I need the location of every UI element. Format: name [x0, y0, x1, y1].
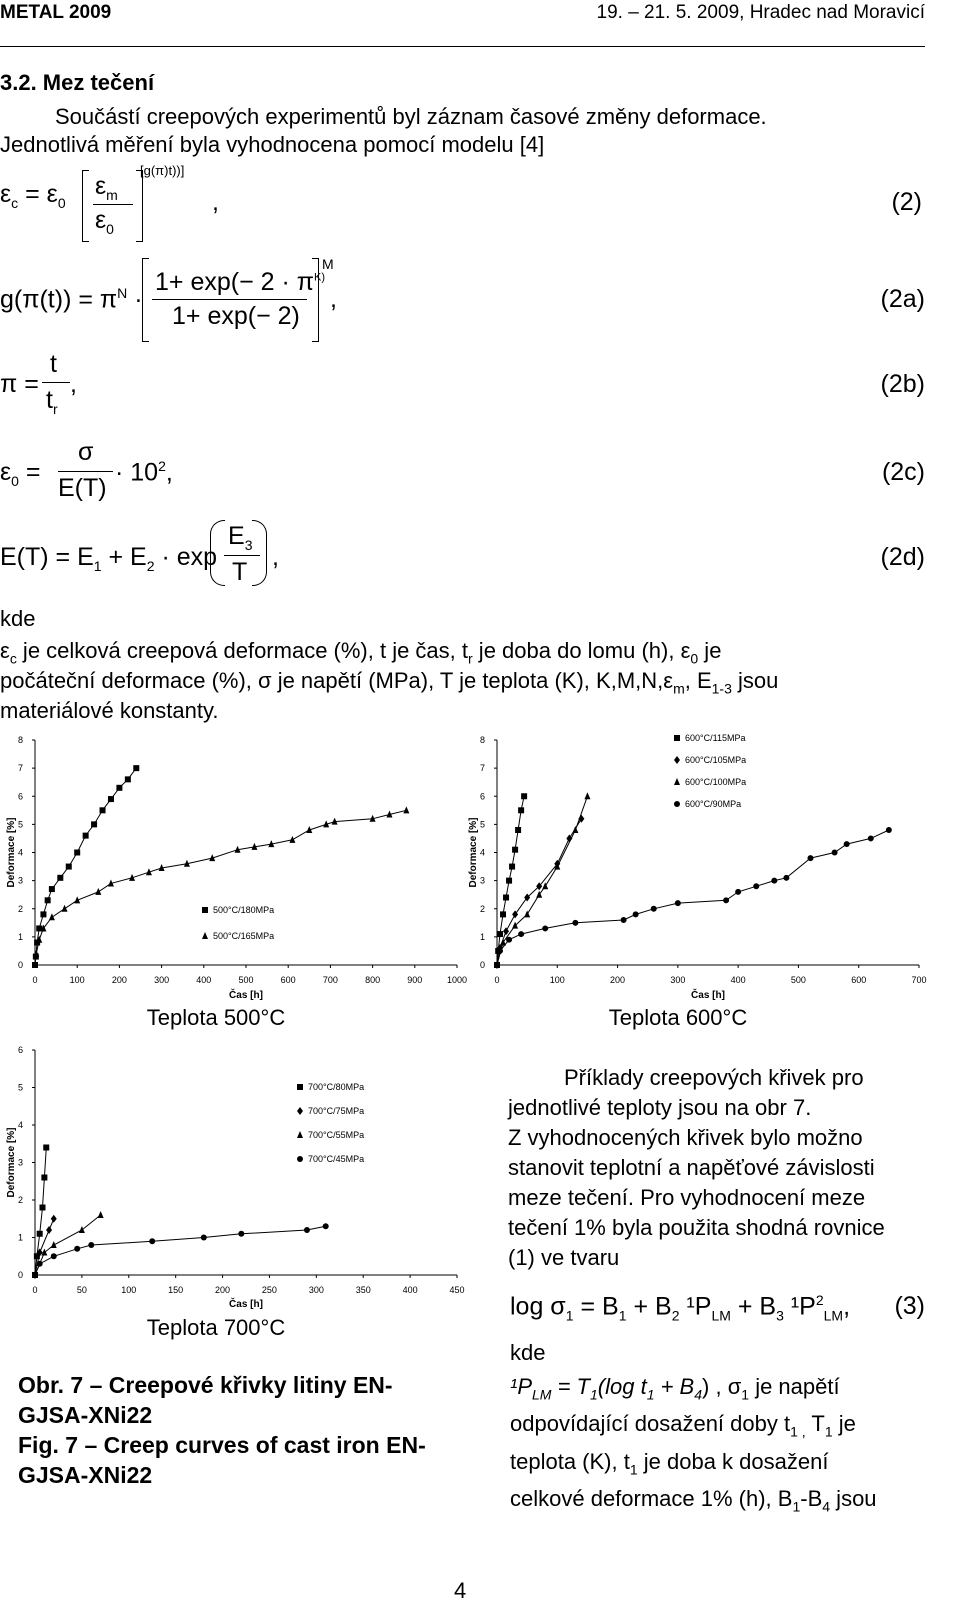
data-point — [83, 833, 89, 839]
legend-label: 600°C/90MPa — [685, 799, 742, 809]
data-point — [45, 897, 51, 903]
y-tick-label: 0 — [479, 960, 485, 970]
right-line-1: Příklady creepových křivek pro — [564, 1065, 864, 1090]
data-point — [886, 827, 892, 833]
data-point — [49, 913, 55, 920]
eq2a-comma: , — [330, 285, 337, 313]
legend-marker — [297, 1156, 303, 1162]
data-point — [584, 792, 590, 799]
eq2b-denominator: $t_r$ — [46, 386, 58, 417]
right-paragraph — [508, 1063, 928, 1273]
y-tick-label: 8 — [17, 735, 23, 745]
intro-line-1: Součástí creepových experimentů byl záznam časové změny deformace. — [55, 104, 767, 129]
x-tick-label: 300 — [308, 1285, 324, 1295]
data-point — [518, 807, 524, 813]
definitions-2 — [510, 1372, 930, 1522]
x-tick-label: 100 — [69, 975, 85, 985]
header-conference: METAL 2009 — [0, 2, 112, 23]
section-title: 3.2. Mez tečení — [0, 70, 155, 95]
data-point — [783, 875, 789, 881]
data-point — [515, 827, 521, 833]
eq2a-denominator: 1+ exp(− 2) — [172, 302, 300, 330]
data-point — [512, 847, 518, 853]
legend-marker — [202, 907, 208, 913]
data-point — [403, 806, 409, 813]
data-point — [503, 927, 509, 935]
x-axis-label: Čas [h] — [691, 990, 725, 1001]
x-tick-label: 300 — [670, 975, 686, 985]
header-rule — [0, 46, 925, 47]
eq2d-denominator: T — [232, 558, 248, 586]
data-point — [621, 917, 627, 923]
legend-marker — [674, 756, 680, 764]
y-tick-label: 1 — [17, 1232, 23, 1243]
page-number: 4 — [454, 1578, 467, 1603]
eq2-numerator: $\varepsilon_m$ — [95, 172, 118, 203]
definitions-line-3: materiálové konstanty. — [0, 698, 219, 723]
legend-label: 700°C/55MPa — [308, 1130, 365, 1140]
data-point — [51, 1253, 57, 1259]
eq2a-bracket-left — [142, 258, 149, 342]
data-point — [289, 836, 295, 843]
eq2d-lhs: $E(T) = E_1 + E_2 \cdot \exp$ — [0, 543, 218, 574]
series-curve — [35, 768, 136, 965]
legend-marker — [674, 801, 680, 807]
chart-title: Teplota 500°C — [146, 1005, 286, 1030]
data-point — [494, 962, 500, 968]
header-date-place: 19. – 21. 5. 2009, Hradec nad Moravicí — [596, 2, 925, 23]
data-point — [66, 864, 72, 870]
eq2c-label: (2c) — [881, 458, 925, 486]
y-tick-label: 8 — [479, 735, 485, 745]
legend-label: 700°C/80MPa — [308, 1082, 365, 1092]
legend-label: 500°C/180MPa — [213, 905, 275, 915]
data-point — [46, 1226, 52, 1234]
equation-3: $\log \sigma_1 = B_1 + B_2$ $^1P_{LM} + B_3$ $^1P^2_{LM}$, — [510, 1292, 851, 1324]
kde-label: kde — [0, 606, 36, 631]
x-tick-label: 1000 — [446, 975, 468, 985]
y-tick-label: 0 — [17, 960, 23, 970]
x-tick-label: 0 — [494, 975, 500, 985]
x-tick-label: 500 — [238, 975, 254, 985]
equation-2 — [0, 180, 66, 211]
x-tick-label: 700 — [911, 975, 927, 985]
data-point — [74, 1246, 80, 1252]
data-point — [32, 1272, 38, 1278]
right-line-6: tečení 1% byla použita shodná rovnice — [508, 1215, 885, 1240]
data-point — [133, 765, 139, 771]
eq2c-fraction-bar — [58, 471, 113, 472]
x-tick-label: 250 — [261, 1285, 277, 1295]
x-tick-label: 400 — [196, 975, 212, 985]
data-point — [832, 850, 838, 856]
y-tick-label: 7 — [17, 763, 23, 774]
eq2c-lhs: $\varepsilon_0$ = — [0, 458, 41, 489]
right-line-3: Z vyhodnocených křivek bylo možno — [508, 1125, 863, 1150]
x-tick-label: 900 — [407, 975, 423, 985]
legend-label: 700°C/75MPa — [308, 1106, 365, 1116]
x-axis-label: Čas [h] — [229, 990, 263, 1001]
x-tick-label: 0 — [32, 975, 38, 985]
data-point — [51, 1241, 57, 1248]
right-line-2: jednotlivé teploty jsou na obr 7. — [508, 1095, 812, 1120]
eq2-exponent: [g(π)t))] — [140, 163, 185, 178]
data-point — [509, 864, 515, 870]
data-point — [506, 937, 512, 943]
x-tick-label: 200 — [610, 975, 626, 985]
data-point — [49, 886, 55, 892]
data-point — [497, 931, 503, 937]
definitions-line-2: počáteční deformace (%), σ je napětí (MPa), T je teplota (K), $K,M,N,\varepsilon_m$, $E_{1-3}$ jsou — [0, 668, 779, 697]
eq2d-numerator: $E_3$ — [228, 522, 253, 553]
data-point — [633, 911, 639, 917]
x-tick-label: 100 — [549, 975, 565, 985]
data-point — [95, 888, 101, 895]
eq2b-lhs: π = — [0, 370, 39, 398]
right-line-7: (1) ve tvaru — [508, 1245, 620, 1270]
eq2c-denominator: E(T) — [58, 474, 107, 502]
data-point — [201, 1235, 207, 1241]
chart-teplota-500 — [0, 730, 470, 1040]
eq2-comma: , — [212, 188, 219, 216]
y-tick-label: 5 — [17, 1082, 23, 1093]
x-tick-label: 200 — [111, 975, 127, 985]
data-point — [771, 878, 777, 884]
data-point — [37, 1231, 43, 1237]
legend-marker — [674, 778, 680, 785]
eq2-bracket-right — [136, 170, 143, 242]
chart-teplota-700 — [0, 1035, 470, 1355]
y-tick-label: 7 — [479, 763, 485, 774]
y-tick-label: 3 — [17, 1157, 23, 1168]
data-point — [497, 948, 503, 954]
y-tick-label: 3 — [17, 875, 23, 886]
eq2-lhs: ε — [0, 180, 12, 208]
eq2a-label: (2a) — [880, 285, 925, 313]
x-tick-label: 450 — [449, 1285, 465, 1295]
x-tick-label: 0 — [32, 1285, 38, 1295]
y-tick-label: 2 — [17, 1195, 23, 1205]
y-tick-label: 2 — [479, 903, 485, 914]
chart-teplota-600 — [462, 730, 927, 1040]
eq2-lhs-sub: c — [11, 195, 19, 211]
x-tick-label: 600 — [280, 975, 296, 985]
y-tick-label: 5 — [479, 819, 485, 830]
data-point — [506, 878, 512, 884]
eq2a-numerator: $1+ \exp(- 2 \cdot \pi^{K)}$ — [155, 268, 325, 296]
eq2-eps0: = ε — [25, 180, 58, 208]
eq2-label: (2) — [891, 188, 922, 216]
eq2-fraction-bar — [93, 204, 133, 205]
data-point — [500, 911, 506, 917]
data-point — [40, 911, 46, 917]
data-point — [723, 897, 729, 903]
data-point — [542, 925, 548, 931]
data-point — [108, 796, 114, 802]
data-point — [37, 1261, 43, 1267]
caption-en-2: GJSA-XNi22 — [18, 1462, 153, 1488]
data-point — [125, 776, 131, 782]
data-point — [651, 906, 657, 912]
def2-line-4: celkové deformace 1% (h), $B_1-B_4$ jsou — [510, 1486, 877, 1515]
kde-label-2: kde — [510, 1340, 546, 1365]
data-point — [149, 1238, 155, 1244]
figure-caption — [18, 1370, 473, 1490]
data-point — [572, 826, 578, 833]
chart-title: Teplota 700°C — [146, 1315, 286, 1340]
data-point — [868, 835, 874, 841]
y-tick-label: 4 — [17, 847, 23, 858]
data-point — [43, 1145, 49, 1151]
legend-marker — [674, 735, 680, 741]
y-tick-label: 5 — [17, 819, 23, 830]
data-point — [675, 900, 681, 906]
data-point — [116, 785, 122, 791]
y-tick-label: 4 — [17, 1120, 23, 1130]
x-tick-label: 800 — [365, 975, 381, 985]
eq2b-numerator: t — [50, 350, 57, 378]
data-point — [91, 821, 97, 827]
y-tick-label: 6 — [17, 1045, 23, 1055]
eq2-denominator: $\varepsilon_0$ — [95, 206, 114, 237]
x-axis-label: Čas [h] — [229, 1299, 263, 1310]
series-curve — [35, 810, 406, 965]
y-tick-label: 0 — [17, 1270, 23, 1280]
x-tick-label: 700 — [322, 975, 338, 985]
data-point — [100, 807, 106, 813]
eq2a-fraction-bar — [152, 299, 307, 300]
x-tick-label: 150 — [168, 1285, 184, 1295]
eq2c-rhs: · $10^2$, — [115, 458, 173, 487]
data-point — [572, 920, 578, 926]
eq2c-numerator: σ — [78, 438, 94, 466]
caption-cz-2: GJSA-XNi22 — [18, 1402, 153, 1428]
data-point — [98, 1211, 104, 1218]
eq2b-label: (2b) — [880, 370, 925, 398]
right-line-4: stanovit teplotní a napěťové závislosti — [508, 1155, 875, 1180]
y-axis-label: Deformace [%] — [6, 1127, 17, 1198]
y-tick-label: 1 — [17, 931, 23, 942]
data-point — [62, 905, 68, 912]
eq2-bracket-left — [82, 170, 89, 242]
y-tick-label: 1 — [479, 931, 485, 942]
equation-2a: $g(\pi(t)) = \pi^N$ · — [0, 285, 143, 314]
legend-label: 600°C/105MPa — [685, 755, 747, 765]
intro-line-2: Jednotlivá měření byla vyhodnocena pomocí modelu [4] — [0, 132, 545, 157]
eq2a-exponent-m: M — [322, 256, 334, 272]
def2-line-1: $^1P_{LM} = T_1(\log$ $t_1 + B_4$) , $\sigma_1$ je napětí — [510, 1374, 840, 1403]
legend-label: 700°C/45MPa — [308, 1154, 365, 1164]
chart-title: Teplota 600°C — [608, 1005, 748, 1030]
x-tick-label: 400 — [402, 1285, 418, 1295]
x-tick-label: 500 — [790, 975, 806, 985]
data-point — [57, 875, 63, 881]
eq2b-comma: , — [70, 370, 77, 398]
y-axis-label: Deformace [%] — [6, 817, 17, 888]
data-point — [521, 793, 527, 799]
data-point — [512, 922, 518, 929]
eq2d-paren-left — [210, 520, 225, 586]
y-tick-label: 3 — [479, 875, 485, 886]
x-tick-label: 100 — [121, 1285, 137, 1295]
def2-line-3: teplota (K), $t_1$ je doba k dosažení — [510, 1448, 829, 1478]
y-axis-label: Deformace [%] — [468, 817, 479, 888]
data-point — [79, 1226, 85, 1233]
legend-marker — [297, 1107, 303, 1115]
eq2d-label: (2d) — [880, 543, 925, 571]
x-tick-label: 600 — [851, 975, 867, 985]
legend-marker — [297, 1084, 303, 1090]
eq3-label: (3) — [894, 1292, 925, 1320]
data-point — [753, 883, 759, 889]
data-point — [238, 1231, 244, 1237]
data-point — [74, 850, 80, 856]
data-point — [40, 1205, 46, 1211]
legend-label: 500°C/165MPa — [213, 931, 275, 941]
y-tick-label: 2 — [17, 903, 23, 914]
legend-label: 600°C/100MPa — [685, 777, 747, 787]
def2-line-2: odpovídající dosažení doby $t_{1 ,}$ $T_1$ je — [510, 1411, 856, 1440]
data-point — [844, 841, 850, 847]
legend-marker — [202, 932, 208, 939]
y-tick-label: 6 — [479, 791, 485, 802]
eq2d-paren-right — [252, 520, 267, 586]
caption-en-1: Fig. 7 – Creep curves of cast iron EN- — [18, 1432, 426, 1458]
data-point — [807, 855, 813, 861]
data-point — [304, 1227, 310, 1233]
eq2b-fraction-bar — [42, 382, 70, 383]
x-tick-label: 400 — [730, 975, 746, 985]
x-tick-label: 50 — [76, 1285, 87, 1295]
x-tick-label: 300 — [154, 975, 170, 985]
series-curve — [497, 830, 889, 965]
data-point — [88, 1242, 94, 1248]
data-point — [323, 1223, 329, 1229]
data-point — [735, 889, 741, 895]
data-point — [51, 1215, 57, 1223]
data-point — [41, 1175, 47, 1181]
legend-marker — [297, 1131, 303, 1138]
right-line-5: meze tečení. Pro vyhodnocení meze — [508, 1185, 866, 1210]
caption-cz-1: Obr. 7 – Creepové křivky litiny EN- — [18, 1372, 393, 1398]
y-tick-label: 6 — [17, 791, 23, 802]
data-point — [518, 931, 524, 937]
y-tick-label: 4 — [479, 847, 485, 858]
eq2d-comma: , — [272, 543, 279, 571]
legend-label: 600°C/115MPa — [685, 733, 746, 743]
definitions-line-1: $\varepsilon_c$ je celková creepová deformace (%), t je čas, $t_r$ je doba do lomu (h), $\varepsilon_0$ je — [0, 638, 722, 667]
x-tick-label: 200 — [215, 1285, 231, 1295]
eq2-eps0-sub: 0 — [57, 195, 66, 211]
data-point — [503, 895, 509, 901]
data-point — [33, 950, 39, 957]
x-tick-label: 350 — [355, 1285, 371, 1295]
